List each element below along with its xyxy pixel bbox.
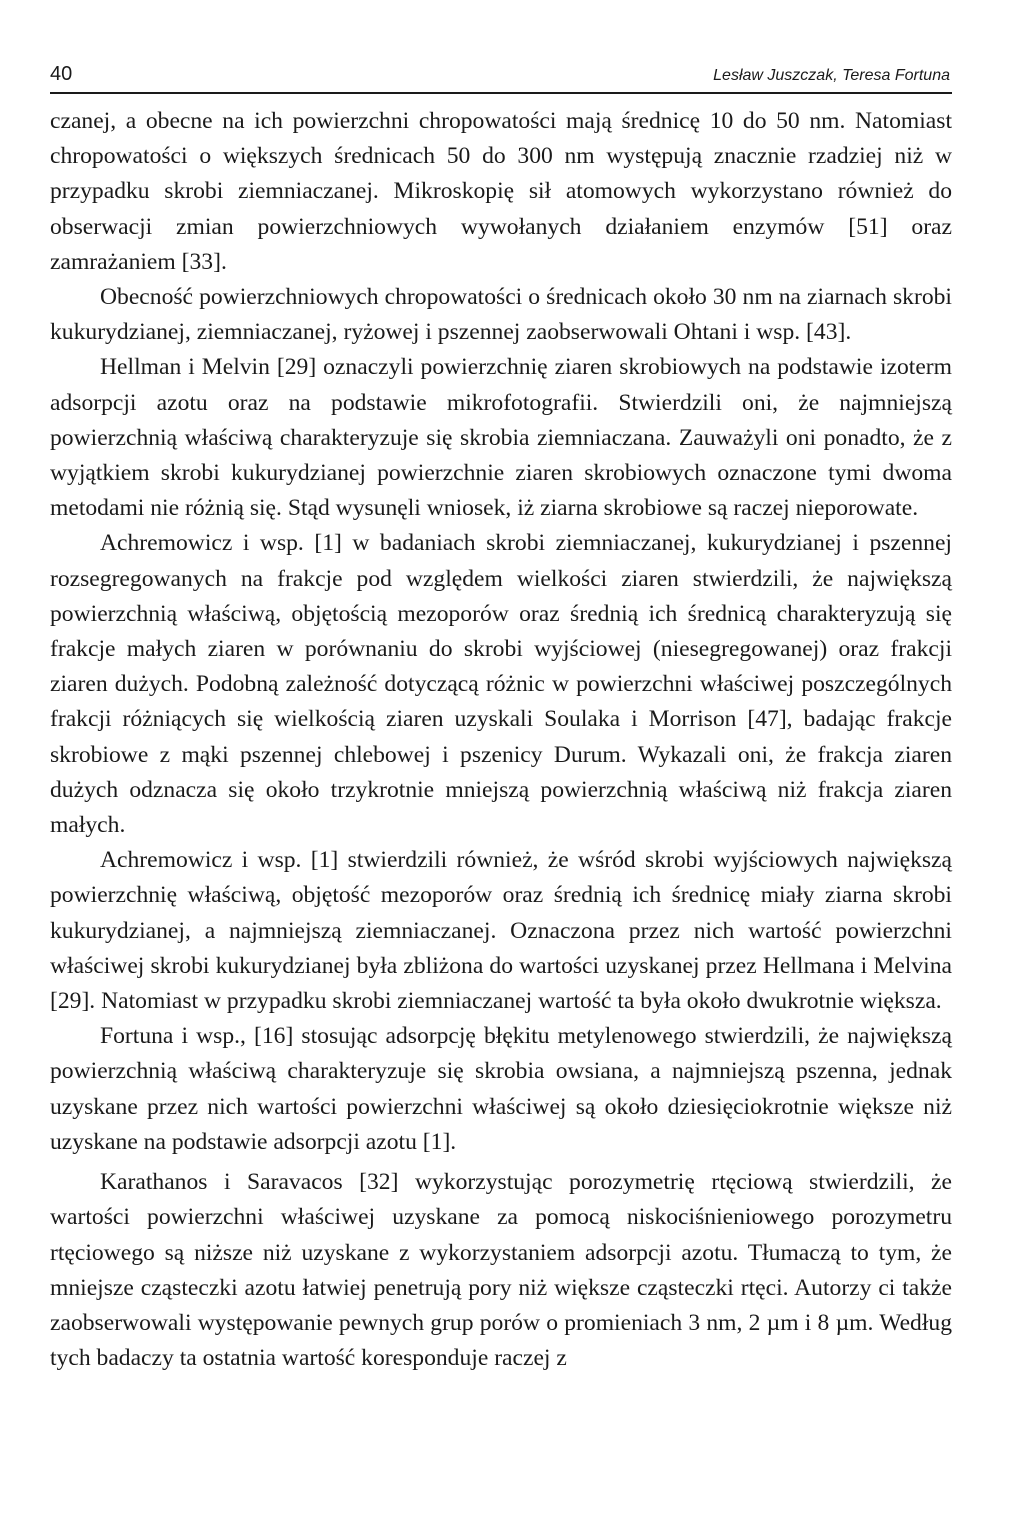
page-number: 40	[50, 63, 73, 85]
paragraph: Achremowicz i wsp. [1] w badaniach skrobi ziemniaczanej, kukurydzianej i pszennej rozsegregowanych na frakcje pod względem wielkości ziaren stwierdzili, że największą powierzchnią właściwą, objętością mezoporów oraz średnią ich średnicą charakteryzują się frakcje małych ziaren w porównaniu do skrobi wyjściowej (niesegregowanej) oraz frakcji ziaren dużych. Podobną zależność dotyczącą różnic w powierzchni właściwej poszczególnych frakcji różniących się wielkością ziaren uzyskali Soulaka i Morrison [47], badając frakcje skrobiowe z mąki pszennej chlebowej i pszenicy Durum. Wykazali oni, że frakcja ziaren dużych odznacza się około trzykrotnie mniejszą powierzchnią właściwą niż frakcja ziaren małych.	[50, 530, 952, 839]
paragraph: Hellman i Melvin [29] oznaczyli powierzchnię ziaren skrobiowych na podstawie izoterm adsorpcji azotu oraz na podstawie mikrofotografii. Stwierdzili oni, że najmniejszą powierzchnią właściwą charakteryzuje się skrobia ziemniaczana. Zauważyli oni ponadto, że z wyjątkiem skrobi kukurydzianej powierzchnie ziaren skrobiowych oznaczone tymi dwoma metodami nie różnią się. Stąd wysunęli wniosek, iż ziarna skrobiowe są raczej nieporowate.	[50, 354, 952, 522]
running-head-authors: Lesław Juszczak, Teresa Fortuna	[713, 67, 950, 84]
paragraph: Achremowicz i wsp. [1] stwierdzili również, że wśród skrobi wyjściowych największą powierzchnię właściwą, objętość mezoporów oraz średnią ich średnicę miały ziarna skrobi kukurydzianej, a najmniejszą ziemniaczanej. Oznaczona przez nich wartość powierzchni właściwej skrobi kukurydzianej była zbliżona do wartości uzyskanej przez Hellmana i Melvina [29]. Natomiast w przypadku skrobi ziemniaczanej wartość ta była około dwukrotnie większa.	[50, 847, 952, 1015]
page-header	[50, 62, 950, 92]
paragraph: czanej, a obecne na ich powierzchni chropowatości mają średnicę 10 do 50 nm. Natomiast chropowatości o większych średnicach 50 do 300 nm występują znacznie rzadziej niż w przypadku skrobi ziemniaczanej. Mikroskopię sił atomowych wykorzystano również do obserwacji zmian powierzchniowych wywołanych działaniem enzymów [51] oraz zamrażaniem [33].	[50, 108, 952, 275]
paragraph: Obecność powierzchniowych chropowatości o średnicach około 30 nm na ziarnach skrobi kukurydzianej, ziemniaczanej, ryżowej i pszennej zaobserwowali Ohtani i wsp. [43].	[50, 284, 952, 346]
body-text	[50, 104, 952, 1376]
header-rule	[50, 92, 952, 94]
paragraph: Karathanos i Saravacos [32] wykorzystując porozymetrię rtęciową stwierdzili, że wartości powierzchni właściwej uzyskane za pomocą niskociśnieniowego porozymetru rtęciowego są niższe niż uzyskane z wykorzystaniem adsorpcji azotu. Tłumaczą to tym, że mniejsze cząsteczki azotu łatwiej penetrują pory niż większe cząsteczki rtęci. Autorzy ci także zaobserwowali występowanie pewnych grup porów o promieniach 3 nm, 2 µm i 8 µm. Według tych badaczy ta ostatnia wartość koresponduje raczej z	[50, 1169, 952, 1372]
paragraph: Fortuna i wsp., [16] stosując adsorpcję błękitu metylenowego stwierdzili, że największą powierzchnią właściwą charakteryzuje się skrobia owsiana, a najmniejszą pszenna, jednak uzyskane przez nich wartości powierzchni właściwej są około dziesięciokrotnie większe niż uzyskane na podstawie adsorpcji azotu [1].	[50, 1023, 952, 1155]
